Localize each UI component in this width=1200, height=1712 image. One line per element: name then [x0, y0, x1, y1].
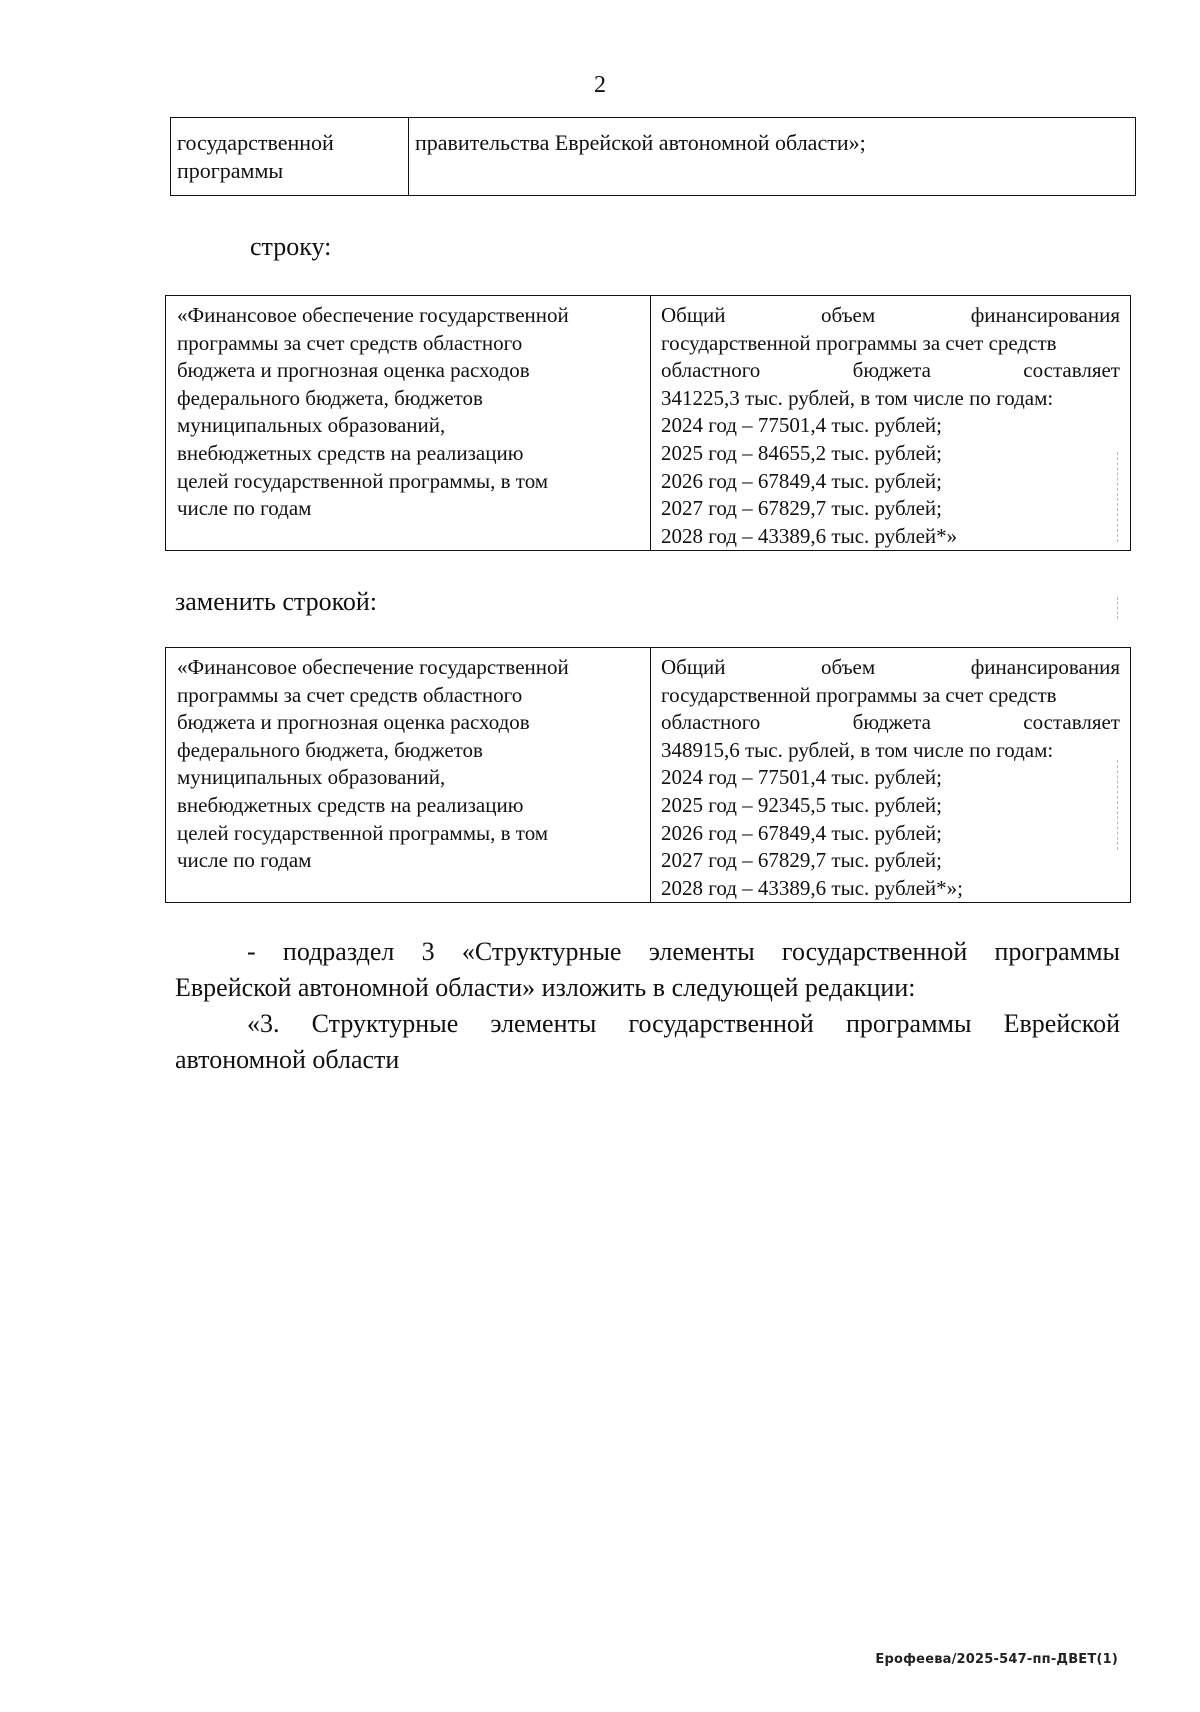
cell-line: «Финансовое обеспечение государственной	[177, 303, 569, 327]
document-code-footer: Ерофеева/2025-547-пп-ДВЕТ(1)	[875, 1652, 1118, 1667]
table-row	[171, 118, 1136, 196]
table-row	[166, 648, 1131, 903]
cell-text: правительства Еврейской автономной области»;	[415, 130, 866, 155]
cell-line: целей государственной программы, в том	[177, 468, 549, 493]
cell-line: Общий объем финансирования	[661, 655, 1120, 679]
cell-line: муниципальных образований,	[177, 765, 446, 790]
cell-line: 2026 год – 67849,4 тыс. рублей;	[661, 468, 943, 493]
paragraph-line: Еврейской автономной области» изложить в следующей редакции:	[175, 973, 916, 1002]
cell-line: программы за счет средств областного	[177, 682, 523, 707]
table-new-financing-row	[165, 647, 1131, 903]
paragraph-subsection-instruction	[175, 934, 1120, 1006]
table-cell-left	[171, 118, 409, 196]
cell-line: 341225,3 тыс. рублей, в том числе по годам:	[661, 385, 1054, 410]
cell-line: числе по годам	[177, 496, 312, 521]
table-old-financing-row	[165, 295, 1131, 551]
cell-line: государственной программы за счет средств	[661, 330, 1057, 355]
cell-line: 2027 год – 67829,7 тыс. рублей;	[661, 848, 943, 873]
cell-line: государственной	[177, 130, 334, 155]
cell-line: областного бюджета составляет	[661, 358, 1120, 383]
cell-line: 2025 год – 92345,5 тыс. рублей;	[661, 792, 943, 817]
table-cell-right	[409, 118, 1136, 196]
cell-line: 2025 год – 84655,2 тыс. рублей;	[661, 440, 943, 465]
paragraph-line: автономной области	[175, 1045, 400, 1074]
cell-line: внебюджетных средств на реализацию	[177, 440, 524, 465]
scan-artifact	[1117, 760, 1118, 850]
cell-line: федерального бюджета, бюджетов	[177, 385, 483, 410]
cell-line: муниципальных образований,	[177, 413, 446, 438]
cell-line: 2027 год – 67829,7 тыс. рублей;	[661, 496, 943, 521]
scan-artifact	[1117, 452, 1118, 542]
cell-line: областного бюджета составляет	[661, 710, 1120, 735]
paragraph-line: - подраздел 3 «Структурные элементы государственной программы	[247, 937, 1120, 966]
paragraph-subsection-title	[175, 1006, 1120, 1078]
paragraph-line: «3. Структурные элементы государственной программы Еврейской	[247, 1009, 1120, 1038]
table-cell-left	[166, 648, 651, 903]
cell-line: числе по годам	[177, 848, 312, 873]
cell-line: программы за счет средств областного	[177, 330, 523, 355]
cell-line: государственной программы за счет средств	[661, 682, 1057, 707]
table-cell-left	[166, 296, 651, 551]
cell-line: внебюджетных средств на реализацию	[177, 792, 524, 817]
table-row	[166, 296, 1131, 551]
intro-replace-line: строку:	[250, 232, 332, 261]
cell-line: 2026 год – 67849,4 тыс. рублей;	[661, 820, 943, 845]
cell-line: 2028 год – 43389,6 тыс. рублей*»;	[661, 875, 964, 900]
table-cell-right	[651, 296, 1131, 551]
cell-line: бюджета и прогнозная оценка расходов	[177, 358, 530, 383]
table-program-tail	[170, 117, 1136, 196]
cell-line: 2024 год – 77501,4 тыс. рублей;	[661, 765, 943, 790]
cell-line: целей государственной программы, в том	[177, 820, 549, 845]
cell-line: 348915,6 тыс. рублей, в том числе по годам:	[661, 737, 1054, 762]
cell-line: программы	[177, 158, 284, 183]
table-cell-right	[651, 648, 1131, 903]
cell-line: «Финансовое обеспечение государственной	[177, 655, 569, 679]
cell-line: 2028 год – 43389,6 тыс. рублей*»	[661, 523, 958, 548]
cell-line: бюджета и прогнозная оценка расходов	[177, 710, 530, 735]
intro-with-line: заменить строкой:	[175, 587, 378, 616]
scan-artifact	[1117, 597, 1118, 619]
cell-line: федерального бюджета, бюджетов	[177, 737, 483, 762]
cell-line: Общий объем финансирования	[661, 303, 1120, 327]
cell-line: 2024 год – 77501,4 тыс. рублей;	[661, 413, 943, 438]
page-number: 2	[594, 72, 606, 98]
